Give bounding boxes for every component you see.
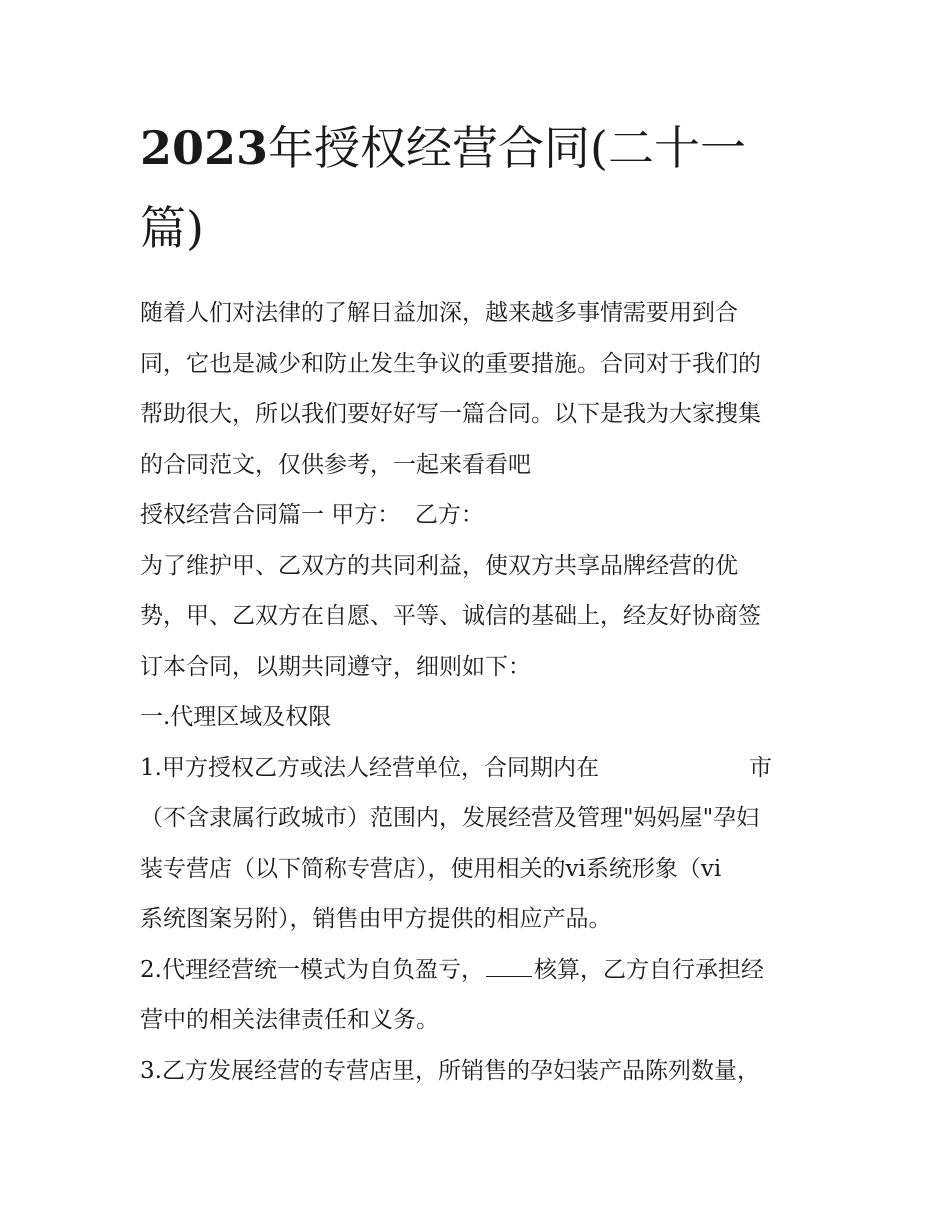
- clause-1-line-4: 系统图案另附），销售由甲方提供的相应产品。: [140, 906, 612, 932]
- clause-2: [140, 945, 812, 1046]
- purpose-line: 订本合同，以期共同遵守，细则如下：: [140, 653, 531, 680]
- clause-2-line-1: [140, 945, 812, 996]
- intro-paragraph: [140, 288, 812, 490]
- intro-line: 的合同范文，仅供参考，一起来看看吧: [140, 451, 531, 478]
- clause-1-text-a: 1.甲方授权乙方或法人经营单位，合同期内在: [140, 754, 599, 781]
- fill-in-blank: [486, 960, 532, 977]
- clause-1-line-2: （不含隶属行政城市）范围内，发展经营及管理"妈妈屋"孕妇: [140, 805, 760, 831]
- section-1-title-text: 一.代理区域及权限: [140, 704, 332, 730]
- clause-1: [140, 743, 812, 945]
- intro-line: 帮助很大，所以我们要好好写一篇合同。以下是我为大家搜集: [140, 401, 761, 427]
- title-text: 年授权经营合同(二十一: [268, 121, 746, 175]
- purpose-line: 势，甲、乙双方在自愿、平等、诚信的基础上，经友好协商签: [140, 603, 761, 629]
- article-heading: [140, 490, 812, 541]
- clause-3-line-1: 3.乙方发展经营的专营店里，所销售的孕妇装产品陈列数量，: [140, 1057, 760, 1084]
- clause-1-line-1: [140, 743, 812, 794]
- title-line-1: [140, 108, 812, 188]
- clause-1-text-b: 市: [748, 754, 772, 781]
- document-title: [140, 108, 812, 268]
- purpose-line: 为了维护甲、乙双方的共同利益，使双方共享品牌经营的优: [140, 552, 738, 579]
- section-1-title: [140, 692, 812, 743]
- clause-2-text-a: 2.代理经营统一模式为自负盈亏，: [140, 956, 484, 983]
- clause-2-line-2: 营中的相关法律责任和义务。: [140, 1007, 439, 1033]
- intro-line: 随着人们对法律的了解日益加深，越来越多事情需要用到合: [140, 300, 738, 326]
- title-year: 2023: [140, 121, 269, 175]
- clause-3: [140, 1046, 812, 1097]
- article-heading-text: 授权经营合同篇一 甲方： 乙方：: [140, 502, 484, 528]
- clause-2-text-b: 核算，乙方自行承担经: [533, 956, 764, 983]
- purpose-paragraph: [140, 541, 812, 693]
- title-line-2: 篇): [140, 201, 204, 255]
- document-page: [140, 108, 812, 1096]
- intro-line: 同，它也是减少和防止发生争议的重要措施。合同对于我们的: [140, 350, 761, 377]
- clause-1-line-3: 装专营店（以下简称专营店），使用相关的vi系统形象（vi: [140, 855, 722, 882]
